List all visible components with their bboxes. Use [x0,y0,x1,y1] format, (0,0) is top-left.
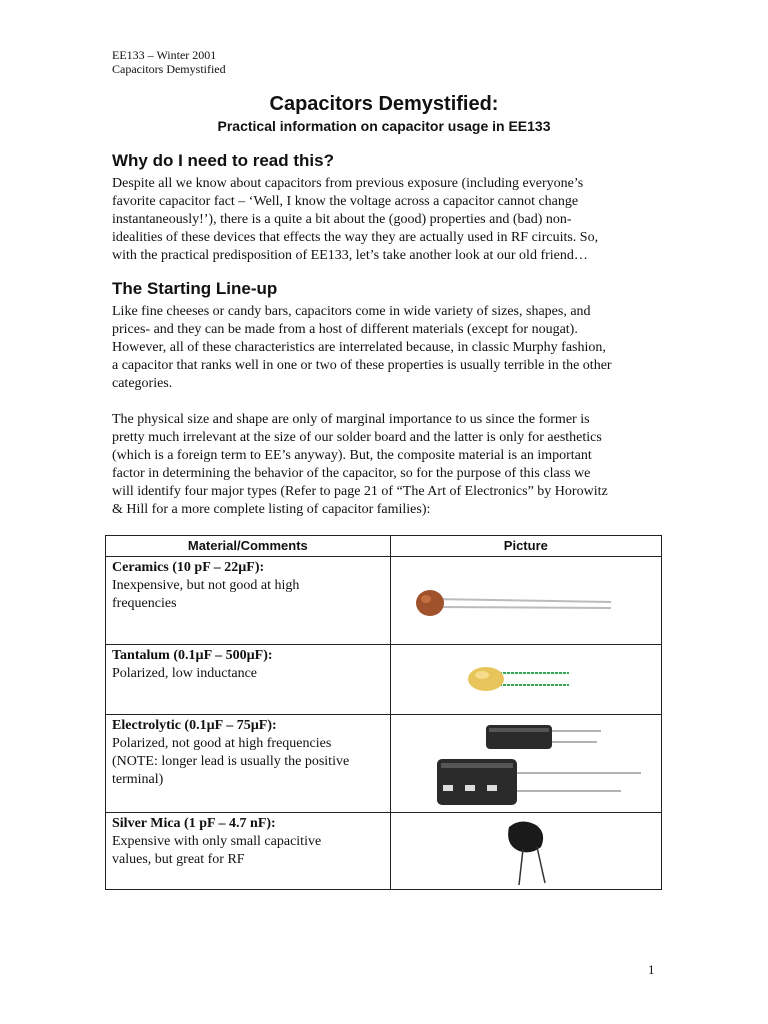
picture-cell [390,715,661,813]
material-name: Ceramics (10 pF – 22µF): [112,560,265,575]
material-cell [106,557,391,645]
material-cell [106,645,391,715]
material-comment: Polarized, low inductance [112,666,258,681]
header-topic: Capacitors Demystified [112,62,226,76]
header-course: EE133 – Winter 2001 [112,48,217,62]
picture-cell [390,813,661,890]
page-subtitle: Practical information on capacitor usage in EE133 [217,118,551,134]
page-number: 1 [648,962,655,977]
material-comment: Expensive with only small capacitive values, but great for RF [112,834,322,867]
paragraph-lineup-2: The physical size and shape are only of marginal importance to us since the former is pretty much irrelevant at the size of our solder board and the latter is only for aesthetics (which is a foreign term to EE’s anyway). But, the composite material is an important factor in determining the behavior of the capacitor, so for the purpose of this class we will identify four major types (Refer to page 21 of “The Art of Electronics” by Horowitz & Hill for a more complete listing of capacitor families): [112,412,608,517]
picture-cell [390,645,661,715]
tantalum-capacitor-image [391,645,655,714]
table-row [106,645,662,715]
picture-cell [390,557,661,645]
material-name: Silver Mica (1 pF – 4.7 nF): [112,816,276,831]
material-cell [106,813,391,890]
material-name: Tantalum (0.1µF – 500µF): [112,648,273,663]
electrolytic-capacitor-image [391,715,655,812]
paragraph-why: Despite all we know about capacitors from previous exposure (including everyone’s favorite capacitor fact – ‘Well, I know the voltage across a capacitor cannot change instantaneously!’), there is a quite a bit about the (good) properties and (bad) non- idealities of these devices that effects the way they are actually used in RF circuits. So, with the practical predisposition of EE133, let’s take another look at our old friend… [112,176,599,263]
silver-mica-capacitor-image [391,813,655,889]
column-header-material: Material/Comments [106,536,391,557]
material-comment: Inexpensive, but not good at high frequencies [112,578,300,611]
column-header-picture: Picture [390,536,661,557]
material-comment: Polarized, not good at high frequencies (NOTE: longer lead is usually the positive terminal) [112,736,350,787]
section-heading-lineup: The Starting Line-up [112,279,278,298]
page-title: Capacitors Demystified: [269,93,499,115]
paragraph-lineup-1: Like fine cheeses or candy bars, capacitors come in wide variety of sizes, shapes, and prices- and they can be made from a host of different materials (except for nougat). However, all of these characteristics are interrelated because, in classic Murphy fashion, a capacitor that ranks well in one or two of these properties is usually terrible in the other categories. [112,304,612,391]
table-row [106,813,662,890]
capacitor-table [105,535,662,890]
material-name: Electrolytic (0.1µF – 75µF): [112,718,277,733]
table-row [106,715,662,813]
table-header-row [106,536,662,557]
material-cell [106,715,391,813]
ceramic-capacitor-image [391,557,655,644]
section-heading-why: Why do I need to read this? [112,151,334,170]
table-row [106,557,662,645]
